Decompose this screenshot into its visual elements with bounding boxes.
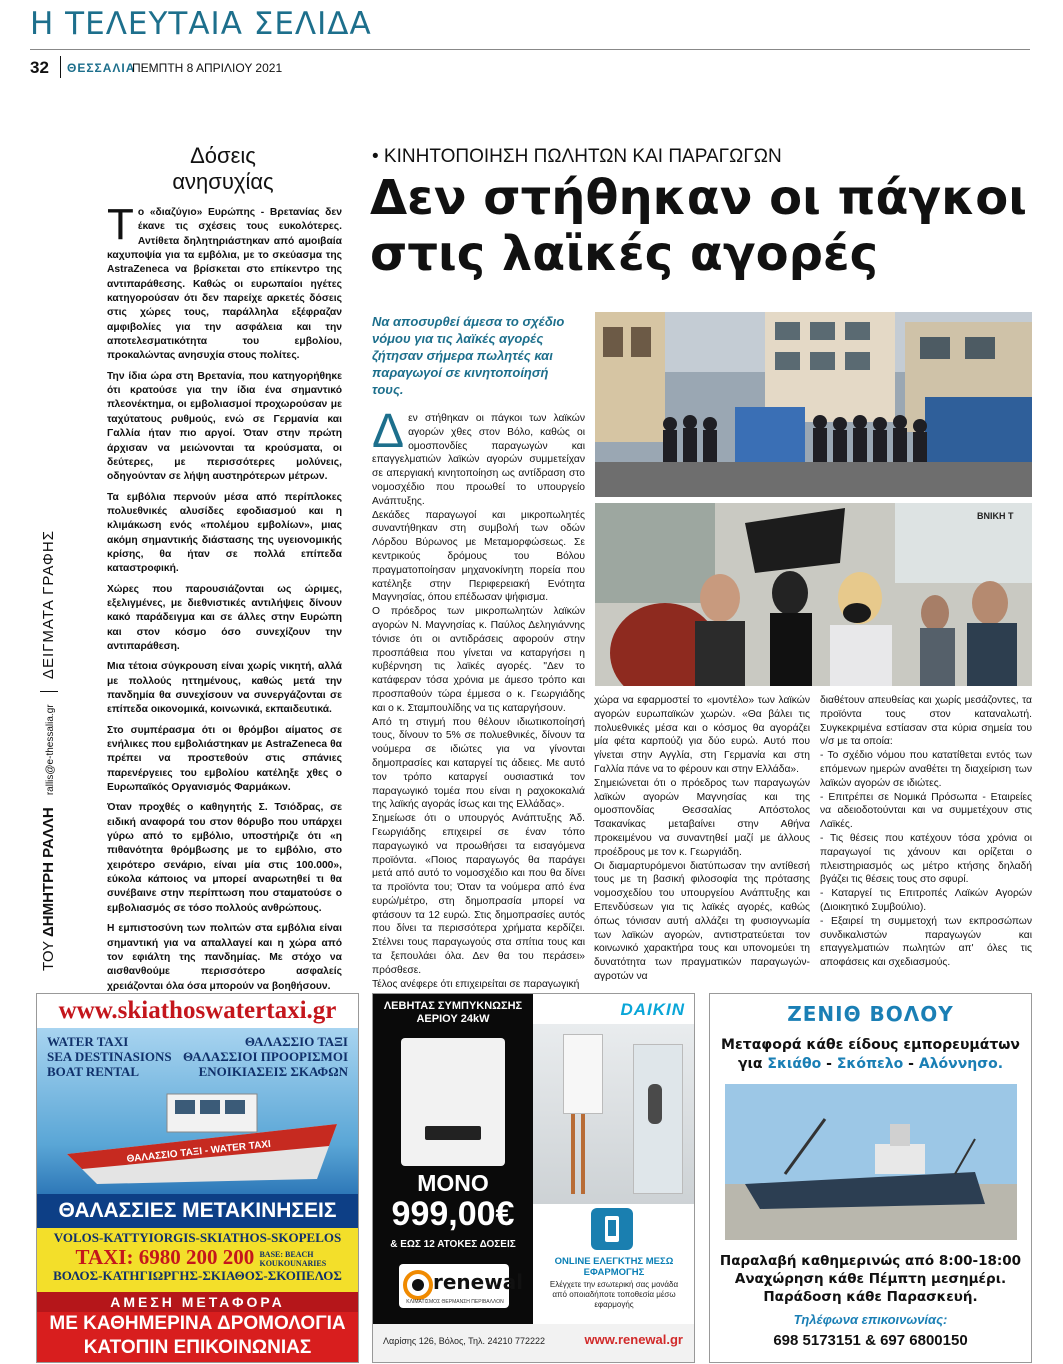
speedboat-icon [57, 1084, 347, 1194]
schedule-line: Παράδοση κάθε Παρασκευή. [763, 1289, 978, 1305]
protest-street-photo [595, 312, 1032, 497]
article-column-3 [820, 694, 1032, 970]
article-paragraph: - Εξαιρεί τη συμμετοχή των εκπροσώπων συνδικαλιστών παραγωγών και επαγγελματιών πωλητών απ' όλες τις αποφάσεις και σχεδιασμούς. [820, 915, 1032, 969]
daikin-logo-area [533, 994, 695, 1024]
red-line-2: ΜΕ ΚΑΘΗΜΕΡΙΝΑ ΔΡΟΜΟΛΟΓΙΑ [49, 1313, 346, 1334]
cargo-ship-photo [725, 1084, 1017, 1240]
article-column-2 [594, 694, 810, 984]
taxi-base: BASE: BEACH KOUKOUNARIES [259, 1250, 327, 1269]
article-paragraph: - Το σχέδιο νόμου που κατατίθεται εντός των επόμενων ημερών αναθέτει τη διαχείριση των λαϊκών αγορών σε ιδιώτες. [820, 750, 1032, 789]
author-prefix: ΤΟΥ [40, 941, 57, 971]
newspaper-brand: ΘΕΣΣΑΛΙΑ [67, 61, 136, 75]
renewal-website[interactable]: www.renewal.gr [584, 1332, 683, 1347]
online-line: ΕΦΑΡΜΟΓΗΣ [583, 1267, 645, 1278]
ad-zenith-service [710, 1036, 1031, 1074]
price-value: 999,00€ [391, 1195, 515, 1233]
column-paragraph: Όταν προχθές ο καθηγητής Σ. Τσιόδρας, σε ειδική αναφορά του στον θόρυβο που υπάρχει γύρω από το εμβόλιο, υποστήριζε ότι «η πιθανότητα θρόμβωσης με το εμβόλιο, στο χειρότερο σενάριο, είναι μία στις 100.000», εύκολα κάποιος να μπορεί αναρωτηθεί τι θα συνέβαινε στην περίπτωση που σταματούσε ο εμβολιασμός σε τόσο πολλούς ανθρώπους. [107, 802, 342, 914]
service-en: SEA DESTINASIONS [47, 1049, 172, 1064]
service-gr: ΘΑΛΑΣΣΙΟΙ ΠΡΟΟΡΙΣΜΟΙ [183, 1049, 348, 1064]
article-paragraph: χώρα να εφαρμοστεί το «μοντέλο» των λαϊκών αγορών ευρωπαϊκών χωρών. «Θα βάλει τις πολυεθνικές μέσα και ο κόσμος θα αγοράζει μία φέτα καρπούζι για δύο ευρώ. Αυτό που γίνεται στην Αγγλία, στη Γερμανία και στη Γαλλία πάνε να το φέρουν και στην Ελλάδα». [594, 695, 810, 775]
online-controller-desc: Ελέγχετε την εσωτερική σας μονάδα από οποιαδήποτε τοποθεσία μέσω εφαρμογής [549, 1280, 679, 1309]
boiler-unit-icon [401, 1038, 505, 1166]
article-paragraph: Οι διαμαρτυρόμενοι διατύπωσαν την αντίθεσή τους με τη βασική φιλοσοφία της πρότασης νομοσχεδίου του υπουργείου Ανάπτυξης και Επενδύσεων για τις λαϊκές αγορές, καθώς όπως τόνισαν αυτή αλλάζει τη φυσιογνωμία των λαϊκών αγορών, αντιστρατεύεται τον κοινωνικό χαρακτήρα τους και υπονομεύει τη δυνατότητα των πραγματικών παραγωγών-αγροτών να [594, 860, 810, 982]
service-line: Μεταφορά κάθε είδους εμπορευμάτων [721, 1037, 1020, 1053]
column-paragraph: Το «διαζύγιο» Ευρώπης - Βρετανίας δεν έκανε τις σχέσεις τους ευκολότερες. Αντίθετα δηλητηριάστηκαν από αμοιβαία καχυποψία για τα εμβόλια, με το σκεύασμα της AstraZeneca να βρίσκεται στο επίκεντρο της αντιπαράθεσης. Καθώς οι ευρωπαίοι ηγέτες κατηγορούσαν ότι δεν παρείχε αρκετές δόσεις στις χώρες τους, παράλληλα εξέφραζαν αμφιβολίες για την ασφάλεια και την αποτελεσματικότητα του εμβολίου, προκαλώντας ανησυχία στους πολίτες. [107, 200, 342, 362]
photo-caption: ΒΝΙΚΗ Τ [977, 511, 1014, 521]
mobile-app-icon [591, 1208, 633, 1250]
ad-daikin-footer [373, 1324, 695, 1363]
ad-water-taxi-services-gr [183, 1034, 348, 1079]
article-paragraph: - Τις θέσεις που κατέχουν τόσα χρόνια οι παραγωγοί τις χάνουν και ορίζεται ο πλειστηριασμός ως μέτρο κτήσης δηλαδή βγάζει τις θέσεις τους στο σφυρί. [820, 832, 1032, 886]
online-controller-title [541, 1256, 687, 1278]
column-paragraph: Την ίδια ώρα στη Βρετανία, που κατηγορήθηκε ότι κρατούσε για την ίδια ένα σημαντικό πλεονέκτημα, οι εμβολιασμοί προχωρούσαν με ταχύτατους ρυθμούς, ενώ σε Γερμανία και Γαλλία ήταν πιο αργοί. Όταν στην πρώτη άρχισαν να μειώνονται τα κρούσματα, οι δεύτερες, με περισσότερες μολύνεις, οδηγούνταν σε λήψη αυστηρότερων μέτρων. [107, 370, 342, 483]
protesters-closeup-photo [595, 503, 1032, 686]
ad-zenith-schedule [710, 1252, 1031, 1306]
column-paragraph: Τα εμβόλια περνούν μέσα από περίπλοκες πολυεθνικές αλυσίδες εφοδιασμού και η κλιμάκωση ενός «πολέμου εμβολίων», μιας ακόμη σημαντικής διάστασης της υγειονομικής κρίσης, θα ήταν σε πολλά επίπεδα καταστροφική. [107, 491, 342, 575]
online-line: ONLINE ΕΛΕΓΚΤΗΣ ΜΕΣΩ [554, 1256, 674, 1267]
ad-water-taxi-banner: ΘΑΛΑΣΣΙΕΣ ΜΕΤΑΚΙΝΗΣΕΙΣ [37, 1194, 358, 1228]
ad-zenith-phones[interactable]: 698 5173151 & 697 6800150 [773, 1332, 968, 1349]
ad-water-taxi-yellow-band [37, 1228, 358, 1292]
article-paragraph: Σημείωσε ότι ο υπουργός Ανάπτυξης Άδ. Γεωργιάδης επιχειρεί σε έναν τόπο παραγωγικό να προωθήσει τα εισαγόμενα προϊόντα. «Ποιος παραγωγός θα παράγει μετά από αυτό το νομοσχέδιο και που θα δίνει τα προϊόντα του; Όταν τα νούμερα από ένα ευρώ/μέτρο, στη δημοπρασία μπορεί να φτάσουν τα 12 ευρώ. Στις δημοπρασίες αυτός που δίνει τα περισσότερα χρήματα κερδίζει. Στέλνει τους παραγωγούς στα σπίτια τους και τα ξεπουλάει όλα. Δεν θα του περάσει» πρόσθεσε. [372, 813, 585, 976]
renewal-address: Λαρίσης 126, Βόλος, Τηλ. 24210 772222 [383, 1336, 546, 1346]
page-number-separator [60, 56, 61, 78]
boat-text: ΘΑΛΑΣΣΙΟ ΤΑΞΙ - WATER TAXI [126, 1138, 272, 1165]
renewal-logo-box [399, 1264, 524, 1308]
title-line: ΛΕΒΗΤΑΣ ΣΥΜΠΥΚΝΩΣΗΣ [383, 1000, 523, 1012]
article-paragraph: - Καταργεί τις Επιτροπές Λαϊκών Αγορών (Διοικητικό Συμβούλιο). [820, 888, 1032, 913]
destinations-line: για Σκιάθο - Σκόπελο - Αλόννησο. [737, 1056, 1004, 1072]
destination: Σκιάθο [767, 1056, 822, 1072]
author-divider [40, 691, 58, 692]
column-title [108, 143, 338, 195]
interior-photo [533, 1024, 695, 1204]
renewal-logo-subtitle: ΚΛΙΜΑΤΙΣΜΟΣ ΘΕΡΜΑΝΣΗ ΠΕΡΙΒΑΛΛΟΝ [406, 1299, 504, 1305]
installments: & ΕΩΣ 12 ΑΤΟΚΕΣ ΔΟΣΕΙΣ [390, 1239, 516, 1250]
column-title-line1: Δόσεις [190, 143, 256, 168]
service-gr: ΕΝΟΙΚΙΑΣΕΙΣ ΣΚΑΦΩΝ [198, 1064, 348, 1079]
ad-daikin-boiler[interactable] [372, 993, 695, 1363]
author-name: ΔΗΜΗΤΡΗ ΡΑΛΛΗ [40, 807, 57, 938]
column-category: ΔΕΙΓΜΑΤΑ ΓΡΑΦΗΣ [40, 530, 57, 680]
article-paragraph: - Επιτρέπει σε Νομικά Πρόσωπα - Εταιρείες να αδειοδοτούνται και να συμμετέχουν στις Λαϊκές. [820, 791, 1032, 831]
route-gr: ΒΟΛΟΣ-ΚΑΤΗΓΙΩΡΓΗΣ-ΣΚΙΑΘΟΣ-ΣΚΟΠΕΛΟΣ [53, 1268, 342, 1284]
schedule-line: Αναχώρηση κάθε Πέμπτη μεσημέρι. [734, 1271, 1007, 1287]
schedule-line: Παραλαβή καθημερινώς από 8:00-18:00 [719, 1253, 1022, 1269]
ad-zenith-volou[interactable] [709, 993, 1032, 1363]
renewal-logo-text: renewal [433, 1270, 524, 1294]
taxi-phone[interactable]: TAXI: 6980 200 200 [75, 1245, 255, 1269]
ad-water-taxi-url[interactable]: www.skiathoswatertaxi.gr [37, 994, 358, 1028]
service-en: WATER TAXI [47, 1034, 129, 1049]
article-paragraph: Σημειώνεται ότι ο πρόεδρος των παραγωγών λαϊκών αγορών Μαγνησίας και της ομοσπονδίας Θεσσαλίας Απόστολος Τσακανίκας μεταβαίνει στην Αθήνα προκειμένου να συναντηθεί μαζί με άλλους προέδρους με τον κ. Γεωργιάδη. [594, 777, 810, 858]
destination: Αλόννησο. [918, 1056, 1004, 1072]
headline-line2: στις λαϊκές αγορές [370, 226, 879, 282]
destination: Σκόπελο [836, 1056, 904, 1072]
red-line-1: ΑΜΕΣΗ ΜΕΤΑΦΟΡΑ [37, 1292, 358, 1312]
price-label: ΜΟΝΟ [417, 1170, 489, 1196]
article-paragraph: Τέλος ανέφερε ότι επιχειρείται σε παραγωγική [372, 978, 580, 990]
article-kicker: • ΚΙΝΗΤΟΠΟΙΗΣΗ ΠΩΛΗΤΩΝ ΚΑΙ ΠΑΡΑΓΩΓΩΝ [372, 146, 782, 167]
article-headline [370, 170, 1030, 282]
route-en: VOLOS-KATTYIORGIS-SKIATHOS-SKOPELOS [53, 1230, 342, 1245]
article-column-1 [372, 405, 585, 991]
article-paragraph: διαθέτουν απευθείας και χωρίς μεσάζοντες, τα προϊόντα τους στον καταναλωτή. Συγκεκριμένα εστίασαν στα κύρια σημεία του ν/σ με τα οποία: [820, 695, 1032, 748]
headline-line1: Δεν στήθηκαν οι πάγκοι [370, 170, 1027, 226]
service-gr: ΘΑΛΑΣΣΙΟ ΤΑΞΙ [244, 1034, 348, 1049]
section-title: Η ΤΕΛΕΥΤΑΙΑ ΣΕΛΙΔΑ [30, 6, 372, 42]
column-paragraph: Μια τέτοια σύγκρουση είναι χωρίς νικητή, αλλά με πολλούς ηττημένους, καθώς μετά την πανδημία θα συνεχίσουν να συνεργάζονται σε επίπεδα οικονομικά, κοινωνικά, εκπαιδευτικά. [107, 661, 342, 716]
column-dropcap: Τ [107, 200, 134, 249]
article-dropcap: Δ [372, 405, 405, 458]
article-lead: Να αποσυρθεί άμεσα το σχέδιο νόμου για τις λαϊκές αγορές ζήτησαν σήμερα πωλητές και παραγωγοί σε κινητοποίησή τους. [372, 314, 565, 397]
article-paragraph: Δεκάδες παραγωγοί και μικροπωλητές συναντήθηκαν στη συμβολή των οδών Λόρδου Βύρωνος με Μεταμορφώσεως. Σε κεντρικούς δρόμους του Βόλου πραγματοποίησαν μηχανοκίνητη πορεία που κατέληξε στην Περιφερειακή Ενότητα Μαγνησίας, όπου επέδωσαν ψήφισμα. [372, 509, 585, 604]
author-email[interactable]: rallis@e-thessalia.gr [45, 704, 56, 796]
taxi-phone-row [37, 1246, 358, 1268]
column-paragraph: Χώρες που παρουσιάζονται ως ώριμες, εξελιγμένες, με διεθνιστικές αντιλήψεις δίνουν κακό παράδειγμα και σε άλλες στην Ευρώπη και στον κόσμο όσο συνεχίζουν την αντιπαράθεση. [107, 583, 342, 652]
ad-water-taxi-red-band [37, 1292, 358, 1362]
article-paragraph: Από τη στιγμή που θέλουν ιδιωτικοποίησή τους, δίνουν το 5% σε πολυεθνικές, δίνουν τα νούμερα σε ιδιώτες για να γίνονται δημοπρασίες και καταργεί τις άδειες. Με αυτό τον τρόπο καταργεί ουσιαστικά τον παραγωγικό τομέα που είναι η ραχοκοκαλιά της λαϊκής αγοράς ίσως και της Ελλάδας». [372, 716, 585, 811]
page-number: 32 [30, 58, 49, 77]
column-body [107, 200, 342, 1000]
title-line: ΑΕΡΙΟΥ 24kW [416, 1013, 490, 1025]
column-author-strip [40, 211, 70, 971]
ad-daikin-title [373, 1000, 533, 1026]
column-paragraph: Η εμπιστοσύνη των πολιτών στα εμβόλια είναι σημαντική για να απαλλαγεί και η χώρα από τον εφιάλτη της πανδημίας. Με στόχο να αισθανθούμε περισσότερο ασφαλείς χρειάζονται όλα όσα μπορούν να βοηθήσουν. [107, 923, 342, 992]
renewal-logo-icon [403, 1270, 433, 1300]
red-line-3: ΚΑΤΟΠΙΝ ΕΠΙΚΟΙΝΩΝΙΑΣ [83, 1337, 312, 1358]
ad-water-taxi[interactable] [36, 993, 359, 1363]
service-en: BOAT RENTAL [47, 1064, 140, 1079]
article-paragraph: Ο πρόεδρος των μικροπωλητών λαϊκών αγορών Ν. Μαγνησίας κ. Παύλος Δεληγιάννης τόνισε ότι οι αντιδράσεις αφορούν στην προσπάθεια που γίνεται να καταργήσει η κυβέρνηση τις λαϊκές αγορές. "Δεν το κατάφεραν τόσα χρόνια με άμεσο τρόπο και προσπαθούν τώρα έμμεσα ο κ. Γεωργιάδης και ο κ. Σταμπουλίδης να τις καταργήσουν. [372, 606, 585, 714]
daikin-logo: DAIKIN [620, 1000, 685, 1019]
article-paragraph: εν στήθηκαν οι πάγκοι των λαϊκών αγορών χθες στον Βόλο, καθώς οι ομοσπονδίες παραγωγών και επαγγελματιών λαϊκών αγορών συμμετείχαν σε απεργιακή κινητοποίηση ως αντίδραση στο νομοσχέδιο που προωθεί το υπουργείο Ανάπτυξης. [372, 413, 585, 507]
ad-zenith-phones-label: Τηλέφωνα επικοινωνίας: [793, 1312, 948, 1327]
ad-water-taxi-services-en [47, 1034, 172, 1079]
column-title-line2: ανησυχίας [172, 169, 274, 194]
issue-date: ΠΕΜΠΤΗ 8 ΑΠΡΙΛΙΟΥ 2021 [132, 61, 283, 75]
column-paragraph: Στο συμπέρασμα ότι οι θρόμβοι αίματος σε ενήλικες που εμβολιάστηκαν με AstraZeneca θα πρέπει να προστεθούν στις σπάνιες παρενέργειες του εμβολίου κατέληξε χθες ο Ευρωπαϊκός Οργανισμός Φαρμάκων. [107, 724, 342, 794]
header-divider [30, 49, 1030, 50]
ad-zenith-title: ΖΕΝΙΘ ΒΟΛΟΥ [787, 1002, 954, 1026]
